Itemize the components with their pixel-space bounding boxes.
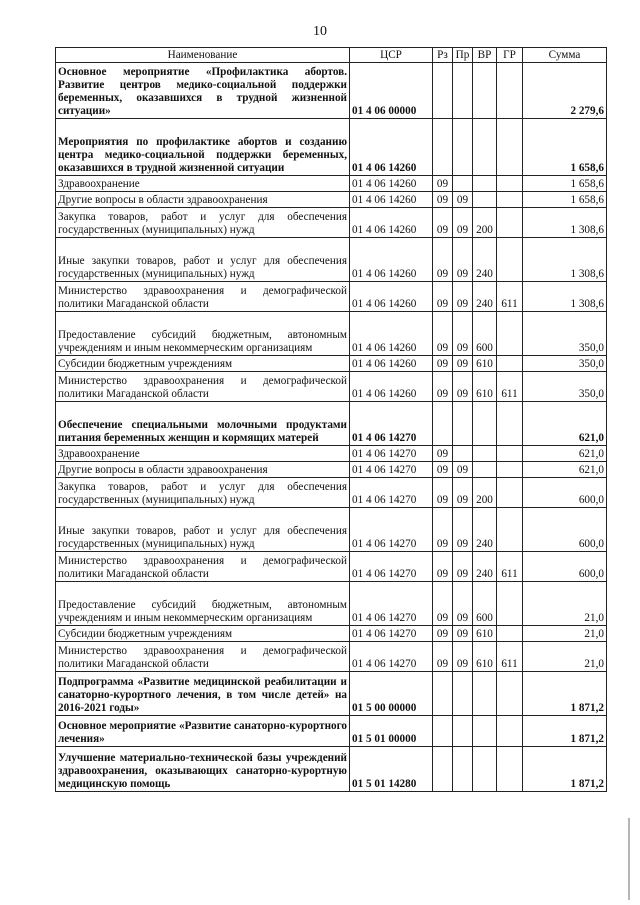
cell-pr [453, 63, 473, 119]
cell-pr [453, 402, 473, 446]
cell-pr [453, 747, 473, 792]
cell-pr [453, 176, 473, 192]
cell-sum: 621,0 [523, 462, 607, 478]
table-row [56, 282, 607, 312]
cell-name: Министерство здравоохранения и демографической политики Магаданской области [56, 282, 350, 312]
cell-csr: 01 4 06 14270 [350, 478, 433, 508]
cell-pr: 09 [453, 642, 473, 672]
cell-pr: 09 [453, 282, 473, 312]
cell-pr: 09 [453, 372, 473, 402]
cell-vr [473, 192, 497, 208]
cell-rz: 09 [433, 312, 453, 356]
cell-rz [433, 63, 453, 119]
table-row [56, 176, 607, 192]
cell-gr [497, 356, 523, 372]
cell-name: Министерство здравоохранения и демографической политики Магаданской области [56, 642, 350, 672]
cell-gr [497, 582, 523, 626]
cell-rz: 09 [433, 508, 453, 552]
table-row [56, 119, 607, 176]
cell-name: Подпрограмма «Развитие медицинской реабилитации и санаторно-курортного лечения, в том числе детей» на 2016-2021 годы» [56, 672, 350, 716]
cell-gr [497, 119, 523, 176]
cell-gr: 611 [497, 372, 523, 402]
cell-sum: 1 658,6 [523, 176, 607, 192]
cell-sum: 621,0 [523, 446, 607, 462]
table-row [56, 312, 607, 356]
cell-csr: 01 4 06 14260 [350, 356, 433, 372]
cell-pr: 09 [453, 312, 473, 356]
cell-vr: 240 [473, 238, 497, 282]
cell-rz: 09 [433, 192, 453, 208]
cell-name: Закупка товаров, работ и услуг для обеспечения государственных (муниципальных) нужд [56, 208, 350, 238]
cell-rz: 09 [433, 642, 453, 672]
cell-sum: 21,0 [523, 582, 607, 626]
cell-rz [433, 716, 453, 747]
cell-rz: 09 [433, 626, 453, 642]
cell-sum: 350,0 [523, 372, 607, 402]
cell-name: Другие вопросы в области здравоохранения [56, 192, 350, 208]
cell-sum: 1 871,2 [523, 716, 607, 747]
cell-rz [433, 747, 453, 792]
scan-edge-mark [628, 818, 630, 900]
cell-csr: 01 4 06 14260 [350, 119, 433, 176]
cell-pr: 09 [453, 192, 473, 208]
header-sum: Сумма [523, 48, 607, 63]
cell-pr: 09 [453, 478, 473, 508]
header-gr: ГР [497, 48, 523, 63]
cell-rz: 09 [433, 582, 453, 626]
cell-name: Улучшение материально-технической базы учреждений здравоохранения, оказывающих санаторно-курортную медицинскую помощь [56, 747, 350, 792]
table-row [56, 552, 607, 582]
table-row [56, 372, 607, 402]
cell-sum: 1 871,2 [523, 672, 607, 716]
cell-gr: 611 [497, 282, 523, 312]
table-row [56, 402, 607, 446]
cell-csr: 01 4 06 14260 [350, 238, 433, 282]
cell-sum: 1 871,2 [523, 747, 607, 792]
cell-rz: 09 [433, 446, 453, 462]
cell-csr: 01 4 06 14260 [350, 192, 433, 208]
cell-name: Предоставление субсидий бюджетным, автономным учреждениям и иным некоммерческим организациям [56, 312, 350, 356]
table-row [56, 192, 607, 208]
cell-csr: 01 4 06 14260 [350, 372, 433, 402]
cell-vr [473, 119, 497, 176]
cell-sum: 1 308,6 [523, 238, 607, 282]
cell-pr [453, 716, 473, 747]
cell-rz: 09 [433, 552, 453, 582]
cell-pr [453, 446, 473, 462]
cell-vr [473, 446, 497, 462]
cell-csr: 01 4 06 00000 [350, 63, 433, 119]
cell-name: Министерство здравоохранения и демографической политики Магаданской области [56, 372, 350, 402]
cell-name: Министерство здравоохранения и демографической политики Магаданской области [56, 552, 350, 582]
cell-vr [473, 462, 497, 478]
cell-rz [433, 119, 453, 176]
cell-rz: 09 [433, 176, 453, 192]
cell-csr: 01 4 06 14270 [350, 462, 433, 478]
cell-gr [497, 63, 523, 119]
cell-csr: 01 4 06 14270 [350, 446, 433, 462]
cell-vr: 600 [473, 582, 497, 626]
cell-pr [453, 119, 473, 176]
cell-gr [497, 626, 523, 642]
table-header-row [56, 48, 607, 63]
table-row [56, 626, 607, 642]
cell-gr: 611 [497, 552, 523, 582]
cell-vr: 200 [473, 478, 497, 508]
cell-vr [473, 63, 497, 119]
cell-sum: 600,0 [523, 478, 607, 508]
cell-name: Другие вопросы в области здравоохранения [56, 462, 350, 478]
cell-name: Субсидии бюджетным учреждениям [56, 356, 350, 372]
cell-vr [473, 716, 497, 747]
cell-csr: 01 4 06 14270 [350, 402, 433, 446]
cell-gr [497, 478, 523, 508]
table-row [56, 582, 607, 626]
cell-sum: 350,0 [523, 356, 607, 372]
cell-vr [473, 672, 497, 716]
cell-sum: 621,0 [523, 402, 607, 446]
cell-pr: 09 [453, 208, 473, 238]
cell-gr [497, 176, 523, 192]
cell-sum: 1 308,6 [523, 282, 607, 312]
cell-gr: 611 [497, 642, 523, 672]
cell-sum: 1 658,6 [523, 192, 607, 208]
cell-sum: 1 658,6 [523, 119, 607, 176]
cell-vr: 240 [473, 282, 497, 312]
cell-gr [497, 312, 523, 356]
cell-vr [473, 176, 497, 192]
cell-csr: 01 4 06 14270 [350, 508, 433, 552]
cell-csr: 01 4 06 14270 [350, 626, 433, 642]
cell-name: Основное мероприятие «Профилактика абортов. Развитие центров медико-социальной поддержки беременных, оказавшихся в трудной жизненной ситуации» [56, 63, 350, 119]
cell-name: Субсидии бюджетным учреждениям [56, 626, 350, 642]
header-vr: ВР [473, 48, 497, 63]
cell-vr: 240 [473, 508, 497, 552]
cell-pr [453, 672, 473, 716]
cell-sum: 350,0 [523, 312, 607, 356]
cell-rz: 09 [433, 356, 453, 372]
table-row [56, 716, 607, 747]
cell-name: Здравоохранение [56, 446, 350, 462]
cell-sum: 21,0 [523, 642, 607, 672]
cell-csr: 01 4 06 14270 [350, 642, 433, 672]
cell-rz: 09 [433, 208, 453, 238]
table-body [56, 63, 607, 792]
table-row [56, 446, 607, 462]
cell-gr [497, 508, 523, 552]
cell-name: Иные закупки товаров, работ и услуг для обеспечения государственных (муниципальных) нужд [56, 238, 350, 282]
cell-rz: 09 [433, 238, 453, 282]
cell-vr: 610 [473, 356, 497, 372]
page-number: 10 [313, 24, 327, 39]
header-pr: Пр [453, 48, 473, 63]
table-row [56, 462, 607, 478]
cell-vr: 240 [473, 552, 497, 582]
cell-sum: 600,0 [523, 552, 607, 582]
header-name: Наименование [56, 48, 350, 63]
cell-csr: 01 5 01 14280 [350, 747, 433, 792]
cell-csr: 01 4 06 14270 [350, 582, 433, 626]
cell-gr [497, 462, 523, 478]
cell-gr [497, 747, 523, 792]
cell-gr [497, 672, 523, 716]
cell-gr [497, 192, 523, 208]
cell-vr: 610 [473, 372, 497, 402]
cell-name: Мероприятия по профилактике абортов и созданию центра медико-социальной поддержки беременных, оказавшихся в трудной жизненной ситуации [56, 119, 350, 176]
cell-sum: 2 279,6 [523, 63, 607, 119]
cell-name: Обеспечение специальными молочными продуктами питания беременных женщин и кормящих матерей [56, 402, 350, 446]
cell-csr: 01 4 06 14260 [350, 208, 433, 238]
cell-vr: 200 [473, 208, 497, 238]
cell-csr: 01 4 06 14260 [350, 176, 433, 192]
cell-name: Предоставление субсидий бюджетным, автономным учреждениям и иным некоммерческим организациям [56, 582, 350, 626]
cell-rz [433, 672, 453, 716]
cell-pr: 09 [453, 238, 473, 282]
table-row [56, 747, 607, 792]
cell-pr: 09 [453, 626, 473, 642]
header-csr: ЦСР [350, 48, 433, 63]
cell-vr [473, 747, 497, 792]
cell-rz [433, 402, 453, 446]
table-row [56, 672, 607, 716]
cell-rz: 09 [433, 282, 453, 312]
cell-rz: 09 [433, 478, 453, 508]
cell-rz: 09 [433, 372, 453, 402]
cell-pr: 09 [453, 508, 473, 552]
cell-pr: 09 [453, 462, 473, 478]
cell-name: Основное мероприятие «Развитие санаторно-курортного лечения» [56, 716, 350, 747]
cell-vr: 600 [473, 312, 497, 356]
cell-pr: 09 [453, 356, 473, 372]
cell-csr: 01 5 01 00000 [350, 716, 433, 747]
cell-sum: 21,0 [523, 626, 607, 642]
cell-gr [497, 446, 523, 462]
cell-gr [497, 208, 523, 238]
table-row [56, 356, 607, 372]
cell-vr [473, 402, 497, 446]
cell-name: Здравоохранение [56, 176, 350, 192]
cell-pr: 09 [453, 582, 473, 626]
cell-csr: 01 4 06 14270 [350, 552, 433, 582]
cell-csr: 01 5 00 00000 [350, 672, 433, 716]
cell-csr: 01 4 06 14260 [350, 312, 433, 356]
table-row [56, 508, 607, 552]
cell-csr: 01 4 06 14260 [350, 282, 433, 312]
table-row [56, 642, 607, 672]
cell-vr: 610 [473, 642, 497, 672]
cell-gr [497, 402, 523, 446]
table-row [56, 478, 607, 508]
header-rz: Рз [433, 48, 453, 63]
table-row [56, 63, 607, 119]
table-row [56, 238, 607, 282]
cell-gr [497, 238, 523, 282]
table-row [56, 208, 607, 238]
cell-gr [497, 716, 523, 747]
cell-sum: 1 308,6 [523, 208, 607, 238]
cell-sum: 600,0 [523, 508, 607, 552]
cell-rz: 09 [433, 462, 453, 478]
budget-table [55, 47, 607, 792]
cell-pr: 09 [453, 552, 473, 582]
cell-name: Закупка товаров, работ и услуг для обеспечения государственных (муниципальных) нужд [56, 478, 350, 508]
cell-vr: 610 [473, 626, 497, 642]
cell-name: Иные закупки товаров, работ и услуг для обеспечения государственных (муниципальных) нужд [56, 508, 350, 552]
